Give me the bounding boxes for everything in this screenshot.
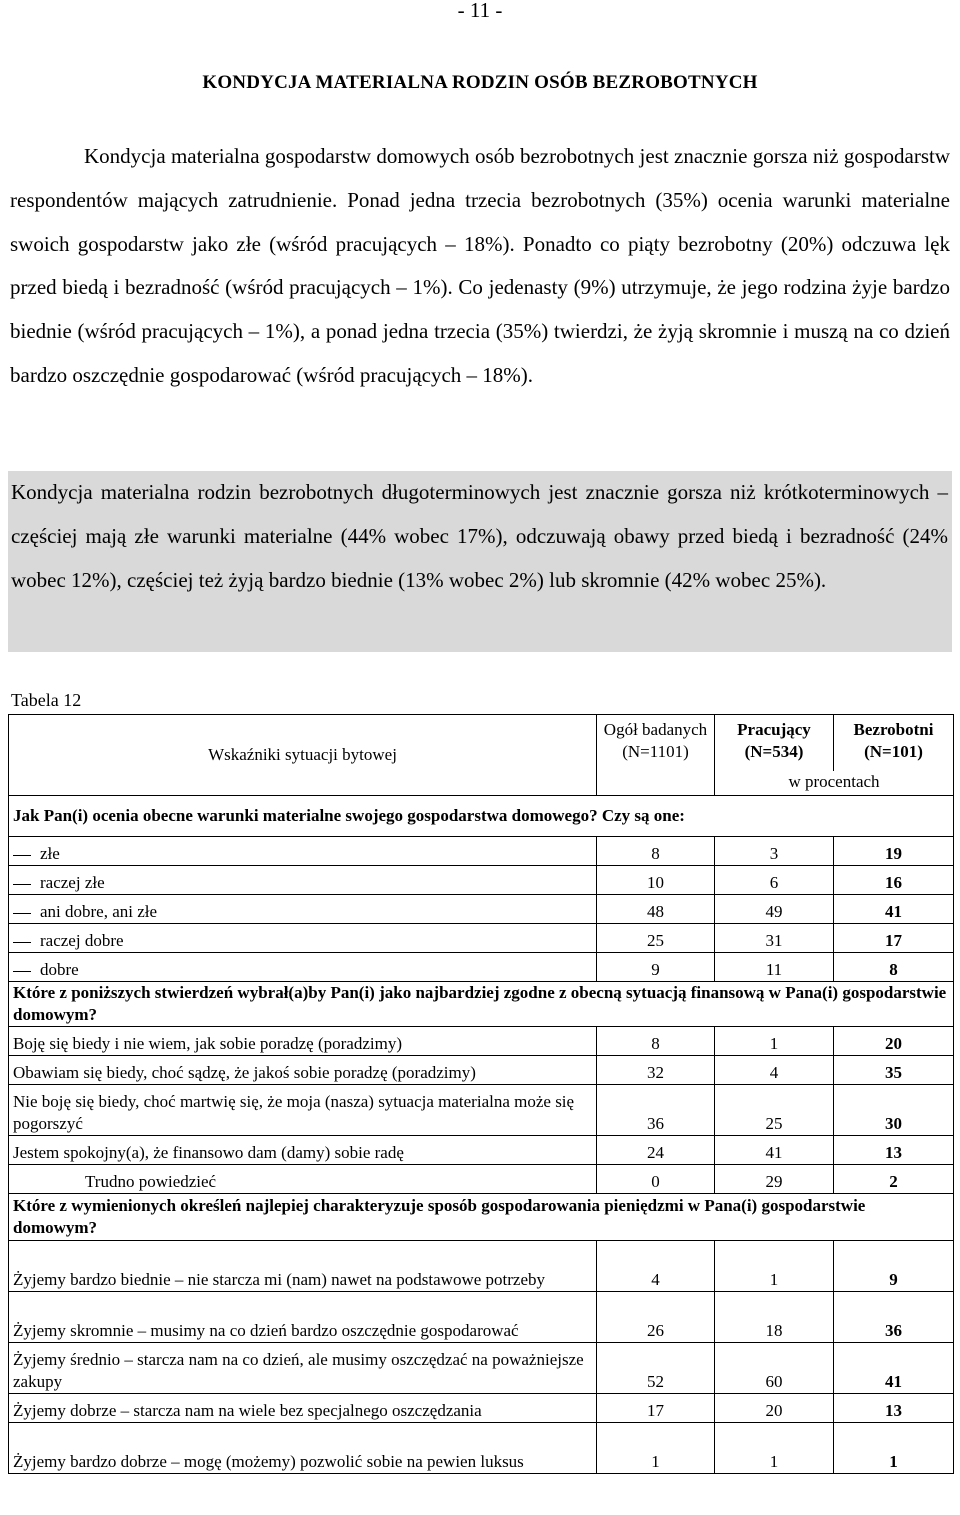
dash-icon: [13, 971, 31, 972]
value-total: 25: [597, 924, 715, 953]
value-employed: 60: [715, 1343, 834, 1394]
value-total: 17: [597, 1394, 715, 1423]
table-row: [9, 1165, 954, 1194]
row-label: Obawiam się biedy, choć sądzę, że jakoś sobie poradzę (poradzimy): [13, 1063, 476, 1082]
table-row: [9, 1027, 954, 1056]
value-employed: 18: [715, 1292, 834, 1343]
row-label: Boję się biedy i nie wiem, jak sobie poradzę (poradzimy): [13, 1034, 402, 1053]
question-row: [9, 982, 954, 1027]
value-unemployed: 17: [834, 924, 954, 953]
value-employed: 29: [715, 1165, 834, 1194]
page-number: - 11 -: [457, 0, 503, 22]
table-caption: Tabela 12: [11, 690, 82, 710]
value-employed: 3: [715, 837, 834, 866]
data-table: [8, 714, 954, 1474]
summary-box: [8, 471, 952, 652]
table-row: [9, 1343, 954, 1394]
question-row: [9, 1194, 954, 1241]
table-row: [9, 1292, 954, 1343]
value-unemployed: 41: [834, 1343, 954, 1394]
row-label: Trudno powiedzieć: [85, 1172, 217, 1191]
row-label-cell: [9, 1241, 597, 1292]
row-label-cell: [9, 837, 597, 866]
table-row: [9, 1241, 954, 1292]
section-heading: KONDYCJA MATERIALNA RODZIN OSÓB BEZROBOTNYCH: [202, 72, 758, 93]
value-total: 1: [597, 1423, 715, 1474]
row-label-cell: [9, 895, 597, 924]
value-employed: 4: [715, 1056, 834, 1085]
row-label-cell: [9, 1423, 597, 1474]
summary-text: Kondycja materialna rodzin bezrobotnych długoterminowych jest znacznie gorsza niż krótkoterminowych – częściej mają złe warunki materialne (44% wobec 17%), odczuwają obawy przed biedą i bezradność (24% wobec 12%), częściej też żyją bardzo biednie (13% wobec 2%) lub skromnie (42% wobec 25%).: [11, 480, 948, 592]
row-label: dobre: [40, 960, 79, 979]
row-label: złe: [40, 844, 60, 863]
row-label: Jestem spokojny(a), że finansowo dam (damy) sobie radę: [13, 1143, 404, 1162]
table-header-row: [9, 715, 954, 772]
question-row: [9, 796, 954, 837]
question-text: Które z wymienionych określeń najlepiej charakteryzuje sposób gospodarowania pieniędzmi w Pana(i) gospodarstwie domowym?: [9, 1194, 954, 1241]
value-total: 52: [597, 1343, 715, 1394]
value-unemployed: 13: [834, 1136, 954, 1165]
row-label-cell: [9, 924, 597, 953]
row-label-cell: [9, 1056, 597, 1085]
header-col-total: Ogół badanych (N=1101): [597, 715, 715, 796]
value-total: 4: [597, 1241, 715, 1292]
value-unemployed: 16: [834, 866, 954, 895]
value-unemployed: 9: [834, 1241, 954, 1292]
value-unemployed: 20: [834, 1027, 954, 1056]
value-total: 26: [597, 1292, 715, 1343]
header-col-unemployed: [834, 715, 954, 772]
value-unemployed: 30: [834, 1085, 954, 1136]
row-label-cell: [9, 1394, 597, 1423]
row-label-cell: [9, 1136, 597, 1165]
row-label: Żyjemy średnio – starcza nam na co dzień, ale musimy oszczędzać na poważniejsze zakupy: [13, 1350, 584, 1391]
header-col-unemployed-text: Bezrobotni (N=101): [853, 720, 934, 761]
row-label: Żyjemy bardzo dobrze – mogę (możemy) pozwolić sobie na pewien luksus: [13, 1452, 524, 1471]
row-label: Nie boję się biedy, choć martwię się, że moja (nasza) sytuacja materialna może się pogorszyć: [13, 1092, 575, 1133]
table-row: [9, 1136, 954, 1165]
row-label: raczej dobre: [40, 931, 124, 950]
table-row: [9, 924, 954, 953]
question-text: Jak Pan(i) ocenia obecne warunki materialne swojego gospodarstwa domowego? Czy są one:: [9, 796, 954, 837]
row-label-cell: [9, 953, 597, 982]
table-body: [9, 796, 954, 1474]
value-employed: 1: [715, 1423, 834, 1474]
row-label-cell: [9, 1343, 597, 1394]
row-label-cell: [9, 1085, 597, 1136]
question-text: Które z poniższych stwierdzeń wybrał(a)by Pan(i) jako najbardziej zgodne z obecną sytuacją finansową w Pana(i) gospodarstwie domowym?: [9, 982, 954, 1027]
value-total: 10: [597, 866, 715, 895]
row-label: Żyjemy bardzo biednie – nie starcza mi (nam) nawet na podstawowe potrzeby: [13, 1270, 545, 1289]
row-label: Żyjemy skromnie – musimy na co dzień bardzo oszczędnie gospodarować: [13, 1321, 519, 1340]
value-total: 24: [597, 1136, 715, 1165]
value-total: 0: [597, 1165, 715, 1194]
value-unemployed: 1: [834, 1423, 954, 1474]
dash-icon: [13, 884, 31, 885]
header-col-employed: [715, 715, 834, 772]
value-total: 48: [597, 895, 715, 924]
dash-icon: [13, 942, 31, 943]
value-unemployed: 8: [834, 953, 954, 982]
value-employed: 20: [715, 1394, 834, 1423]
row-label: raczej złe: [40, 873, 105, 892]
table-row: [9, 953, 954, 982]
value-unemployed: 36: [834, 1292, 954, 1343]
value-total: 36: [597, 1085, 715, 1136]
table-row: [9, 1056, 954, 1085]
row-label: ani dobre, ani złe: [40, 902, 158, 921]
value-employed: 49: [715, 895, 834, 924]
value-total: 8: [597, 1027, 715, 1056]
value-unemployed: 41: [834, 895, 954, 924]
value-employed: 31: [715, 924, 834, 953]
value-unemployed: 19: [834, 837, 954, 866]
table-row: [9, 1423, 954, 1474]
body-paragraph: Kondycja materialna gospodarstw domowych osób bezrobotnych jest znacznie gorsza niż gospodarstw respondentów mających zatrudnienie. Ponad jedna trzecia bezrobotnych (35%) ocenia warunki materialne swoich gospodarstw jako złe (wśród pracujących – 18%). Ponadto co piąty bezrobotny (20%) odczuwa lęk przed biedą i bezradność (wśród pracujących – 1%). Co jedenasty (9%) utrzymuje, że jego rodzina żyje bardzo biednie (wśród pracujących – 1%), a ponad jedna trzecia (35%) twierdzi, że żyją skromnie i muszą na co dzień bardzo oszczędnie gospodarować (wśród pracujących – 18%).: [10, 144, 950, 387]
header-col-employed-text: Pracujący (N=534): [737, 720, 811, 761]
value-unemployed: 13: [834, 1394, 954, 1423]
table-row: [9, 895, 954, 924]
value-employed: 25: [715, 1085, 834, 1136]
table-row: [9, 837, 954, 866]
row-label-cell: [9, 1292, 597, 1343]
data-table-wrapper: [8, 714, 953, 1474]
table-row: [9, 1394, 954, 1423]
value-employed: 11: [715, 953, 834, 982]
value-employed: 1: [715, 1027, 834, 1056]
value-employed: 41: [715, 1136, 834, 1165]
value-employed: 1: [715, 1241, 834, 1292]
header-subheader: w procentach: [715, 771, 954, 796]
table-row: [9, 1085, 954, 1136]
header-label: Wskaźniki sytuacji bytowej: [9, 715, 597, 796]
value-unemployed: 35: [834, 1056, 954, 1085]
value-total: 32: [597, 1056, 715, 1085]
row-label-cell: [9, 866, 597, 895]
value-employed: 6: [715, 866, 834, 895]
row-label-cell: [9, 1027, 597, 1056]
dash-icon: [13, 855, 31, 856]
row-label: Żyjemy dobrze – starcza nam na wiele bez specjalnego oszczędzania: [13, 1401, 482, 1420]
row-label-cell: [9, 1165, 597, 1194]
dash-icon: [13, 913, 31, 914]
table-row: [9, 866, 954, 895]
value-unemployed: 2: [834, 1165, 954, 1194]
value-total: 9: [597, 953, 715, 982]
value-total: 8: [597, 837, 715, 866]
